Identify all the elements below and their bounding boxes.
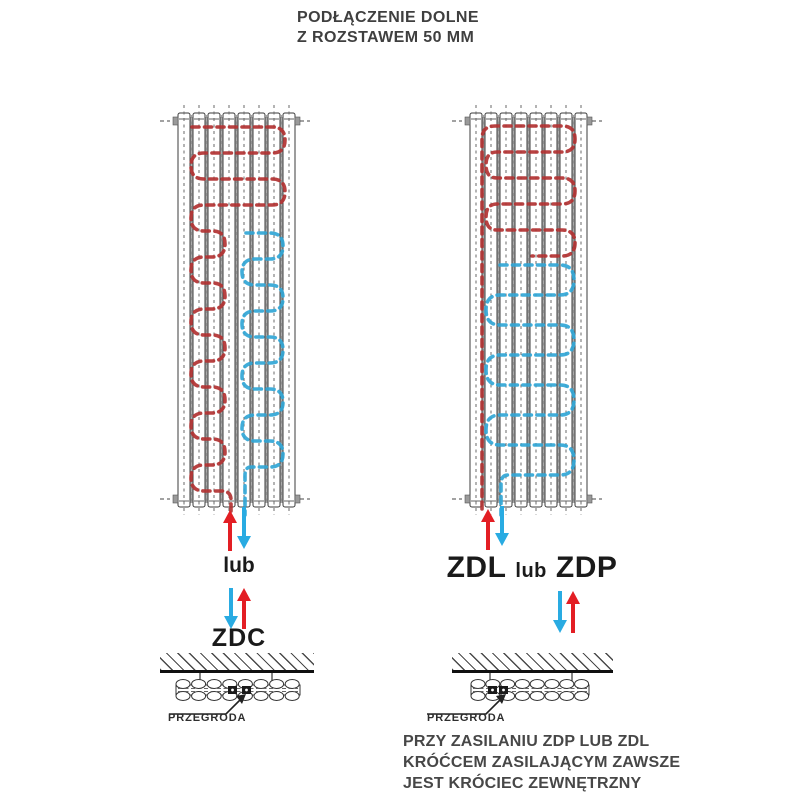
footnote-line-1: PRZY ZASILANIU ZDP LUB ZDL — [403, 733, 650, 750]
or-label-right: lub — [515, 560, 547, 582]
title-line-2: Z ROZSTAWEM 50 MM — [297, 29, 475, 46]
page-title — [297, 8, 479, 48]
footnote — [403, 731, 680, 794]
footnote-line-3: JEST KRÓCIEC ZEWNĘTRZNY — [403, 775, 642, 792]
supply-arrow-up — [223, 510, 237, 551]
zdl-zdp-label — [446, 551, 618, 585]
partition-label-right: PRZEGRODA — [427, 712, 506, 724]
zdl-label: ZDL — [446, 551, 507, 584]
supply-arrow-up — [237, 588, 251, 629]
return-arrow-down — [237, 507, 251, 549]
zdp-label: ZDP — [555, 551, 618, 584]
floor-hatch-left — [160, 653, 314, 673]
supply-arrow-up — [566, 591, 580, 633]
or-label-left: lub — [223, 554, 255, 577]
radiator-slats — [160, 105, 310, 515]
floor-hatch-right — [452, 653, 613, 673]
title-line-1: PODŁĄCZENIE DOLNE — [297, 9, 479, 26]
supply-arrow-up — [481, 509, 495, 550]
return-arrow-down — [553, 591, 567, 633]
partition-label-left: PRZEGRODA — [168, 712, 247, 724]
right-radiator — [451, 99, 607, 523]
footnote-line-2: KRÓĆCEM ZASILAJĄCYM ZAWSZE — [403, 754, 681, 771]
return-arrow-down — [495, 506, 509, 546]
left-radiator — [159, 99, 315, 523]
return-arrow-down — [224, 588, 238, 629]
zdc-label: ZDC — [211, 624, 267, 652]
radiator-slats — [452, 105, 602, 515]
